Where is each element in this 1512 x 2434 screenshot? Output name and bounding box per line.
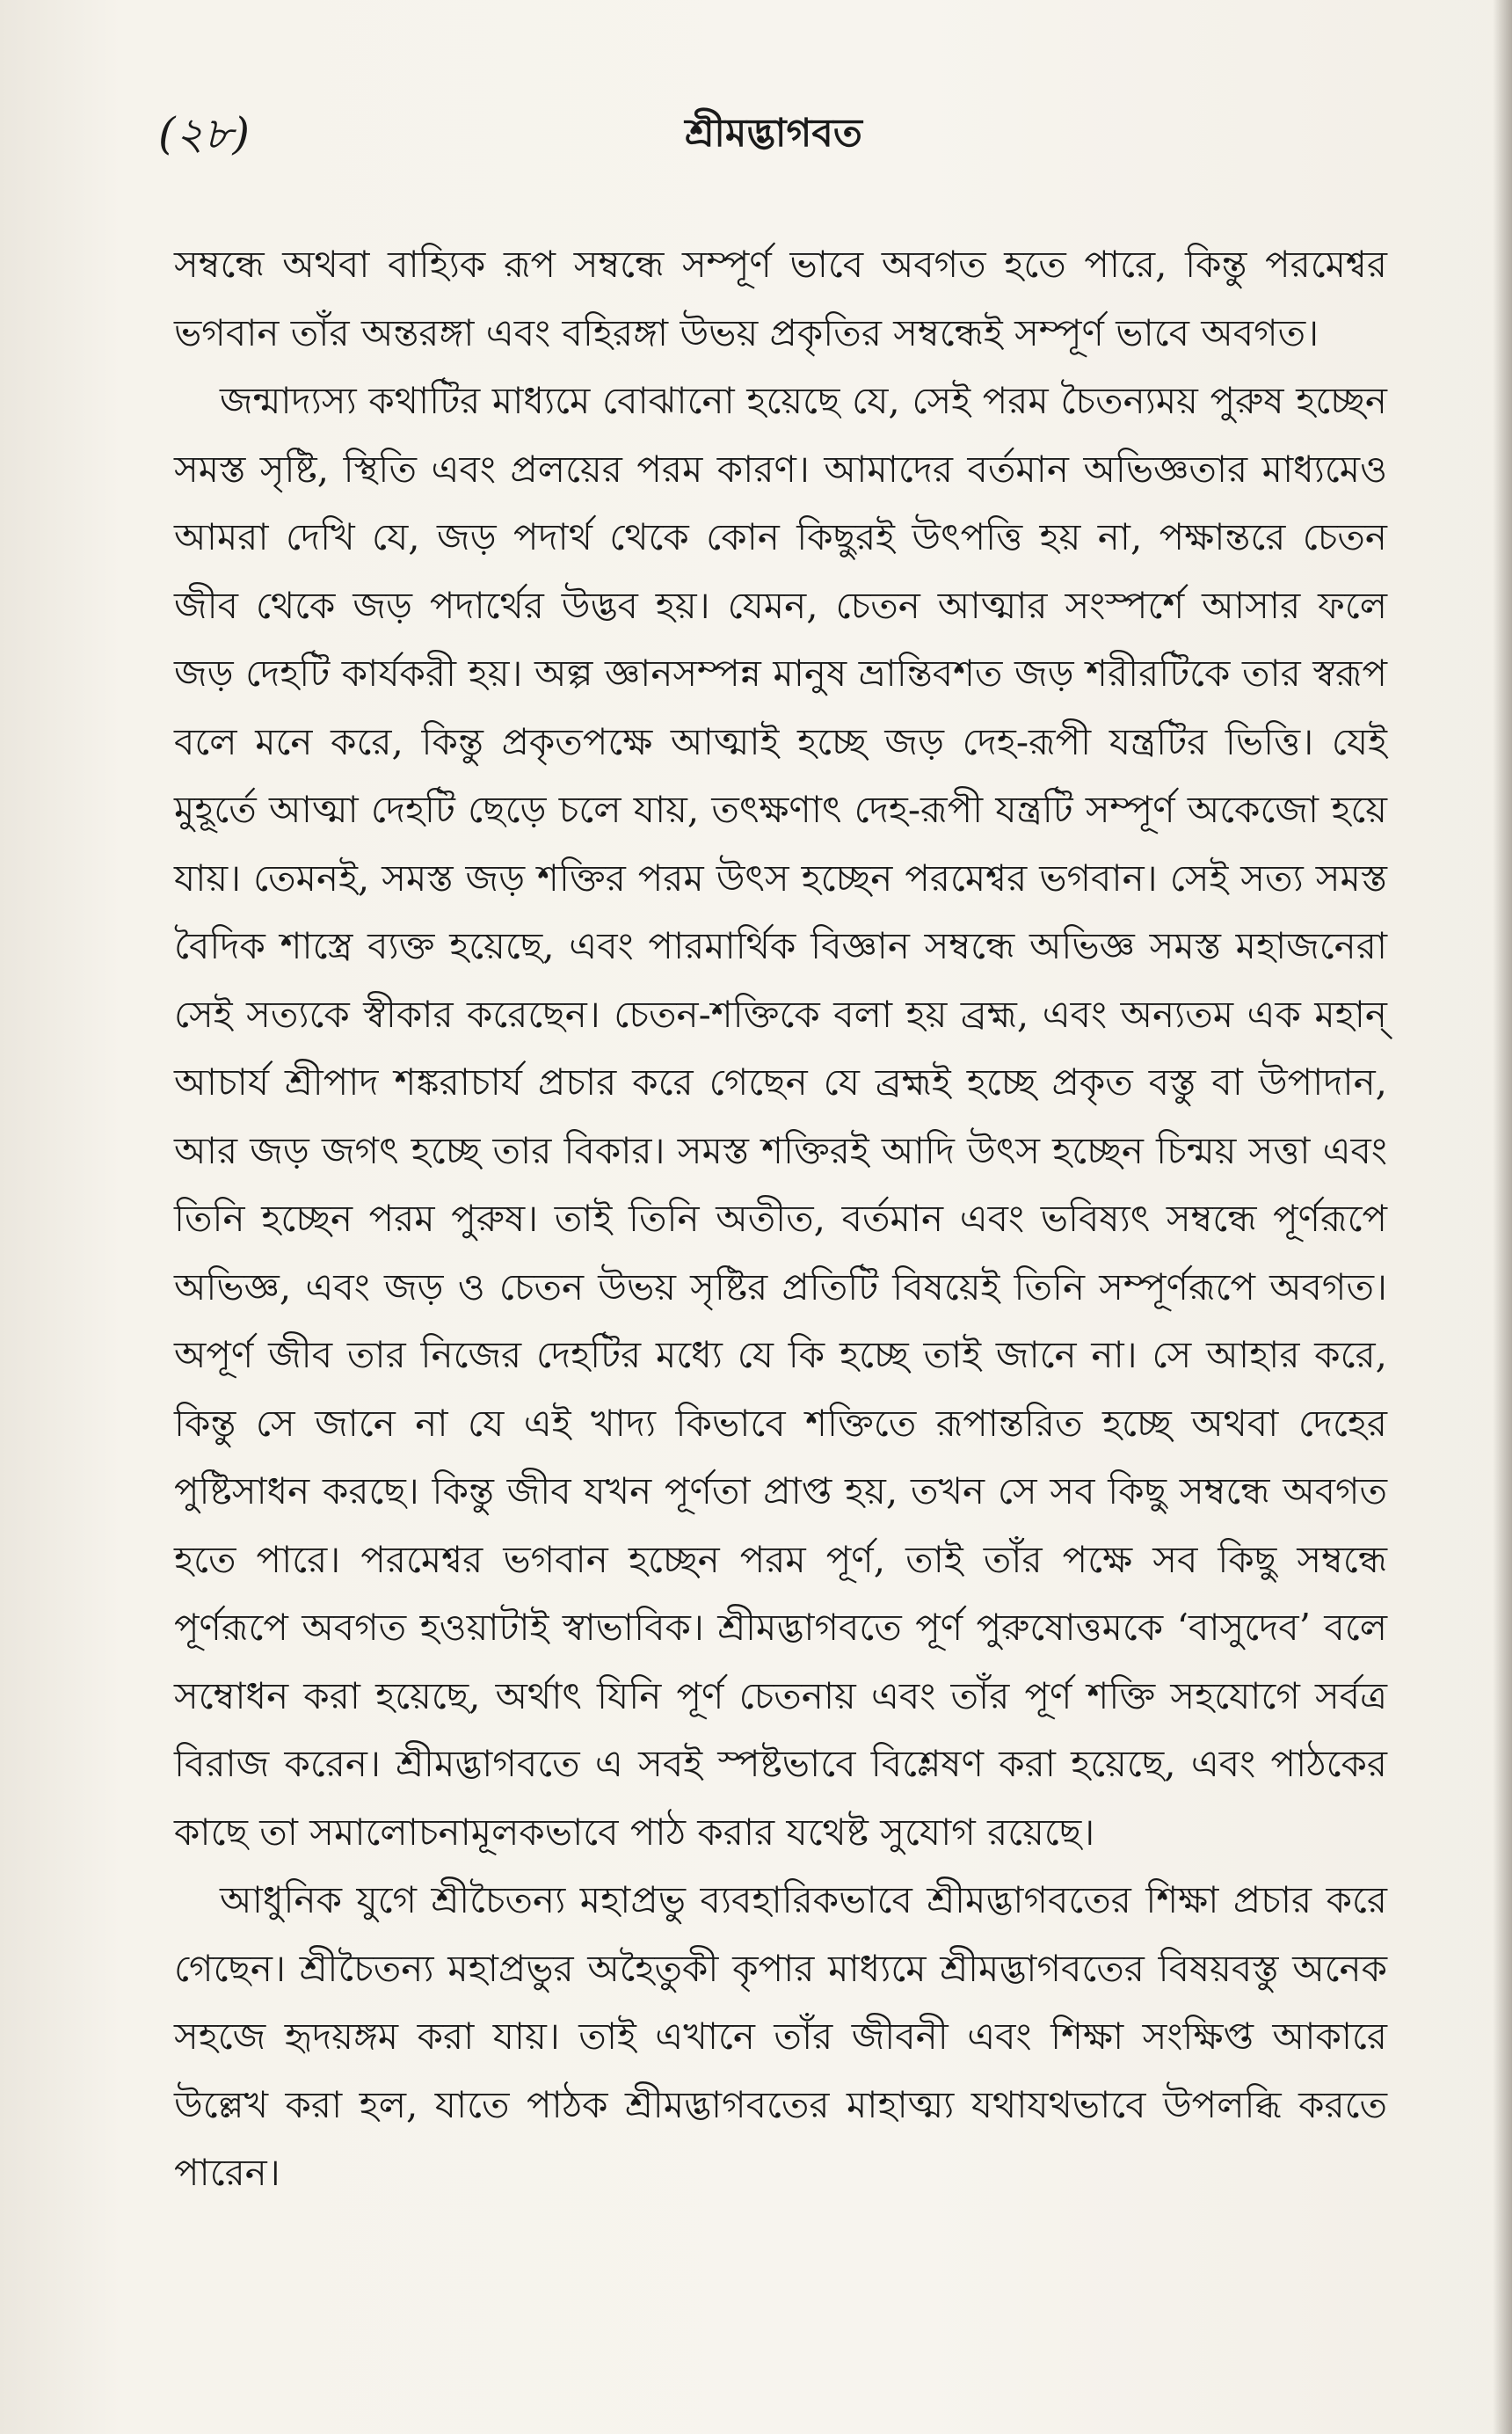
paragraph-1: সম্বন্ধে অথবা বাহ্যিক রূপ সম্বন্ধে সম্পূর্ণ ভাবে অবগত হতে পারে, কিন্তু পরমেশ্বর ভগবান তাঁর অন্তরঙ্গা এবং বহিরঙ্গা উভয় প্রকৃতির সম্বন্ধেই সম্পূর্ণ ভাবে অবগত।: [174, 243, 1387, 354]
page-number: (২৮): [158, 108, 250, 159]
running-title: শ্রীমদ্ভাগবত: [685, 111, 862, 156]
paragraph-2: জন্মাদ্যস্য কথাটির মাধ্যমে বোঝানো হয়েছে যে, সেই পরম চৈতন্যময় পুরুষ হচ্ছেন সমস্ত সৃষ্টি, স্থিতি এবং প্রলয়ের পরম কারণ। আমাদের বর্তমান অভিজ্ঞতার মাধ্যমেও আমরা দেখি যে, জড় পদার্থ থেকে কোন কিছুরই উৎপত্তি হয় না, পক্ষান্তরে চেতন জীব থেকে জড় পদার্থের উদ্ভব হয়। যেমন, চেতন আত্মার সংস্পর্শে আসার ফলে জড় দেহটি কার্যকরী হয়। অল্প জ্ঞানসম্পন্ন মানুষ ভ্রান্তিবশত জড় শরীরটিকে তার স্বরূপ বলে মনে করে, কিন্তু প্রকৃতপক্ষে আত্মাই হচ্ছে জড় দেহ-রূপী যন্ত্রটির ভিত্তি। যেই মুহূর্তে আত্মা দেহটি ছেড়ে চলে যায়, তৎক্ষণাৎ দেহ-রূপী যন্ত্রটি সম্পূর্ণ অকেজো হয়ে যায়। তেমনই, সমস্ত জড় শক্তির পরম উৎস হচ্ছেন পরমেশ্বর ভগবান। সেই সত্য সমস্ত বৈদিক শাস্ত্রে ব্যক্ত হয়েছে, এবং পারমার্থিক বিজ্ঞান সম্বন্ধে অভিজ্ঞ সমস্ত মহাজনেরা সেই সত্যকে স্বীকার করেছেন। চেতন-শক্তিকে বলা হয় ব্রহ্ম, এবং অন্যতম এক মহান্ আচার্য শ্রীপাদ শঙ্করাচার্য প্রচার করে গেছেন যে ব্রহ্মই হচ্ছে প্রকৃত বস্তু বা উপাদান, আর জড় জগৎ হচ্ছে তার বিকার। সমস্ত শক্তিরই আদি উৎস হচ্ছেন চিন্ময় সত্তা এবং তিনি হচ্ছেন পরম পুরুষ। তাই তিনি অতীত, বর্তমান এবং ভবিষ্যৎ সম্বন্ধে পূর্ণরূপে অভিজ্ঞ, এবং জড় ও চেতন উভয় সৃষ্টির প্রতিটি বিষয়েই তিনি সম্পূর্ণরূপে অবগত। অপূর্ণ জীব তার নিজের দেহটির মধ্যে যে কি হচ্ছে তাই জানে না। সে আহার করে, কিন্তু সে জানে না যে এই খাদ্য কিভাবে শক্তিতে রূপান্তরিত হচ্ছে অথবা দেহের পুষ্টিসাধন করছে। কিন্তু জীব যখন পূর্ণতা প্রাপ্ত হয়, তখন সে সব কিছু সম্বন্ধে অবগত হতে পারে। পরমেশ্বর ভগবান হচ্ছেন পরম পূর্ণ, তাই তাঁর পক্ষে সব কিছু সম্বন্ধে পূর্ণরূপে অবগত হওয়াটাই স্বাভাবিক। শ্রীমদ্ভাগবতে পূর্ণ পুরুষোত্তমকে ‘বাসুদেব’ বলে সম্বোধন করা হয়েছে, অর্থাৎ যিনি পূর্ণ চেতনায় এবং তাঁর পূর্ণ শক্তি সহযোগে সর্বত্র বিরাজ করেন। শ্রীমদ্ভাগবতে এ সবই স্পষ্টভাবে বিশ্লেষণ করা হয়েছে, এবং পাঠকের কাছে তা সমালোচনামূলকভাবে পাঠ করার যথেষ্ট সুযোগ রয়েছে।: [174, 379, 1387, 1854]
paragraph-3: আধুনিক যুগে শ্রীচৈতন্য মহাপ্রভু ব্যবহারিকভাবে শ্রীমদ্ভাগবতের শিক্ষা প্রচার করে গেছেন। শ্রীচৈতন্য মহাপ্রভুর অহৈতুকী কৃপার মাধ্যমে শ্রীমদ্ভাগবতের বিষয়বস্তু অনেক সহজে হৃদয়ঙ্গম করা যায়। তাই এখানে তাঁর জীবনী এবং শিক্ষা সংক্ষিপ্ত আকারে উল্লেখ করা হল, যাতে পাঠক শ্রীমদ্ভাগবতের মাহাত্ম্য যথাযথভাবে উপলব্ধি করতে পারেন।: [174, 1878, 1387, 2194]
page-header: [158, 98, 1389, 169]
body-text: [174, 230, 1387, 2207]
page-edge-shadow: [1493, 0, 1512, 2434]
